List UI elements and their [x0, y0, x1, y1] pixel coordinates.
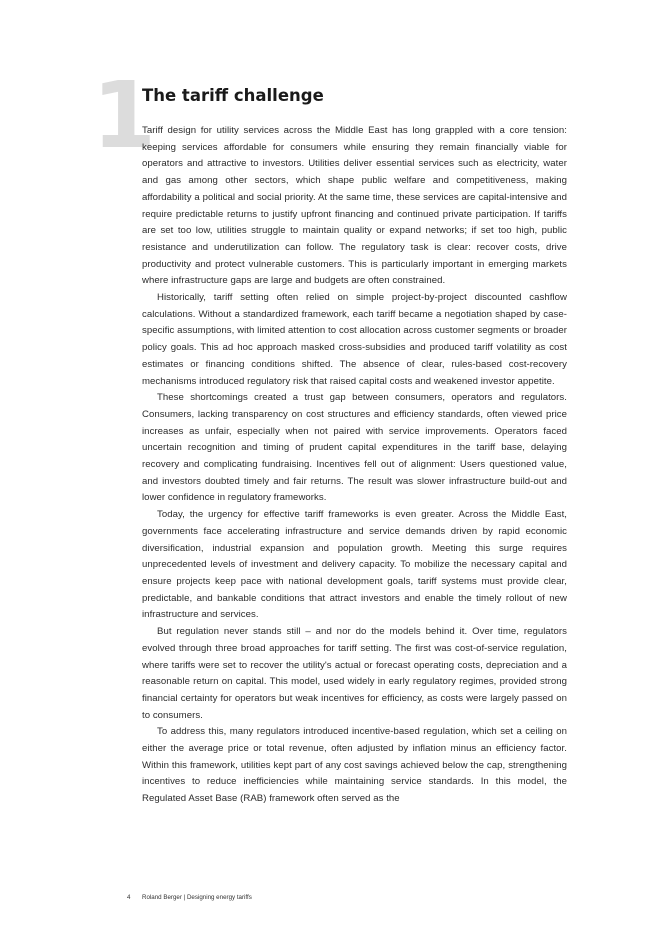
page-number: 4: [127, 894, 131, 901]
paragraph-5: But regulation never stands still – and nor do the models behind it. Over time, regulators evolved through three broad approaches for tariff setting. The first was cost-of-service regulation, where tariffs were set to recover the utility's actual or forecast operating costs, depreciation and a reasonable return on capital. This model, used widely in early regulatory regimes, provided strong financial certainty for operators but weak incentives for efficiency, as costs were largely passed on to consumers.: [142, 626, 567, 721]
paragraph-3: These shortcomings created a trust gap between consumers, operators and regulators. Consumers, lacking transparency on cost structures and efficiency standards, often viewed price increases as unfair, especially when not paired with service improvements. Operators faced uncertain recognition and timing of prudent capital expenditures in the tariff base, delaying recovery and complicating fundraising. Incentives fell out of alignment: Users questioned value, and investors doubted timely and fair returns. The result was slower infrastructure build-out and lower confidence in regulatory frameworks.: [142, 392, 567, 504]
footer-text: Roland Berger | Designing energy tariffs: [142, 894, 252, 901]
paragraph-6: To address this, many regulators introduced incentive-based regulation, which set a ceiling on either the average price or total revenue, often adjusted by inflation minus an efficiency factor. Within this framework, utilities kept part of any cost savings achieved below the cap, strengthening incentives to reduce inefficiencies while maintaining service standards. In this model, the Regulated Asset Base (RAB) framework often served as the: [142, 726, 567, 805]
paragraph-2: Historically, tariff setting often relied on simple project-by-project discounted cashflow calculations. Without a standardized framework, each tariff became a negotiation shaped by case-specific assumptions, with limited attention to cost allocation across customer segments or broader policy goals. This ad hoc approach masked cross-subsidies and produced tariff volatility as cost estimates or financing conditions shifted. The absence of clear, rules-based cost-recovery mechanisms introduced regulatory risk that raised capital costs and weakened investor appetite.: [142, 292, 567, 387]
page-footer: [127, 894, 252, 901]
chapter-number: 1: [92, 62, 157, 169]
body-text: [142, 123, 567, 808]
paragraph-4: Today, the urgency for effective tariff frameworks is even greater. Across the Middle East, governments face accelerating infrastructure and service demands driven by rapid economic diversification, industrial expansion and population growth. Meeting this surge requires unprecedented levels of investment and delivery capacity. To mobilize the necessary capital and ensure projects keep pace with national development goals, tariff systems must provide clear, predictable, and bankable conditions that attract investors and enable the timely rollout of new infrastructure and services.: [142, 509, 567, 621]
paragraph-1: Tariff design for utility services across the Middle East has long grappled with a core tension: keeping services affordable for consumers while ensuring they remain financially viable for operators and attractive to investors. Utilities deliver essential services such as electricity, water and gas among other sectors, which shape public welfare and competitiveness, making affordability a political and social priority. At the same time, these services are capital-intensive and require predictable returns to justify upfront financing and continued private participation. If tariffs are set too low, utilities struggle to maintain quality or expand networks; if set too high, public resistance and underutilization can follow. The regulatory task is clear: recover costs, drive productivity and protect vulnerable customers. This is particularly important in emerging markets where infrastructure gaps are large and budgets are often constrained.: [142, 125, 567, 287]
chapter-title: The tariff challenge: [142, 86, 324, 105]
